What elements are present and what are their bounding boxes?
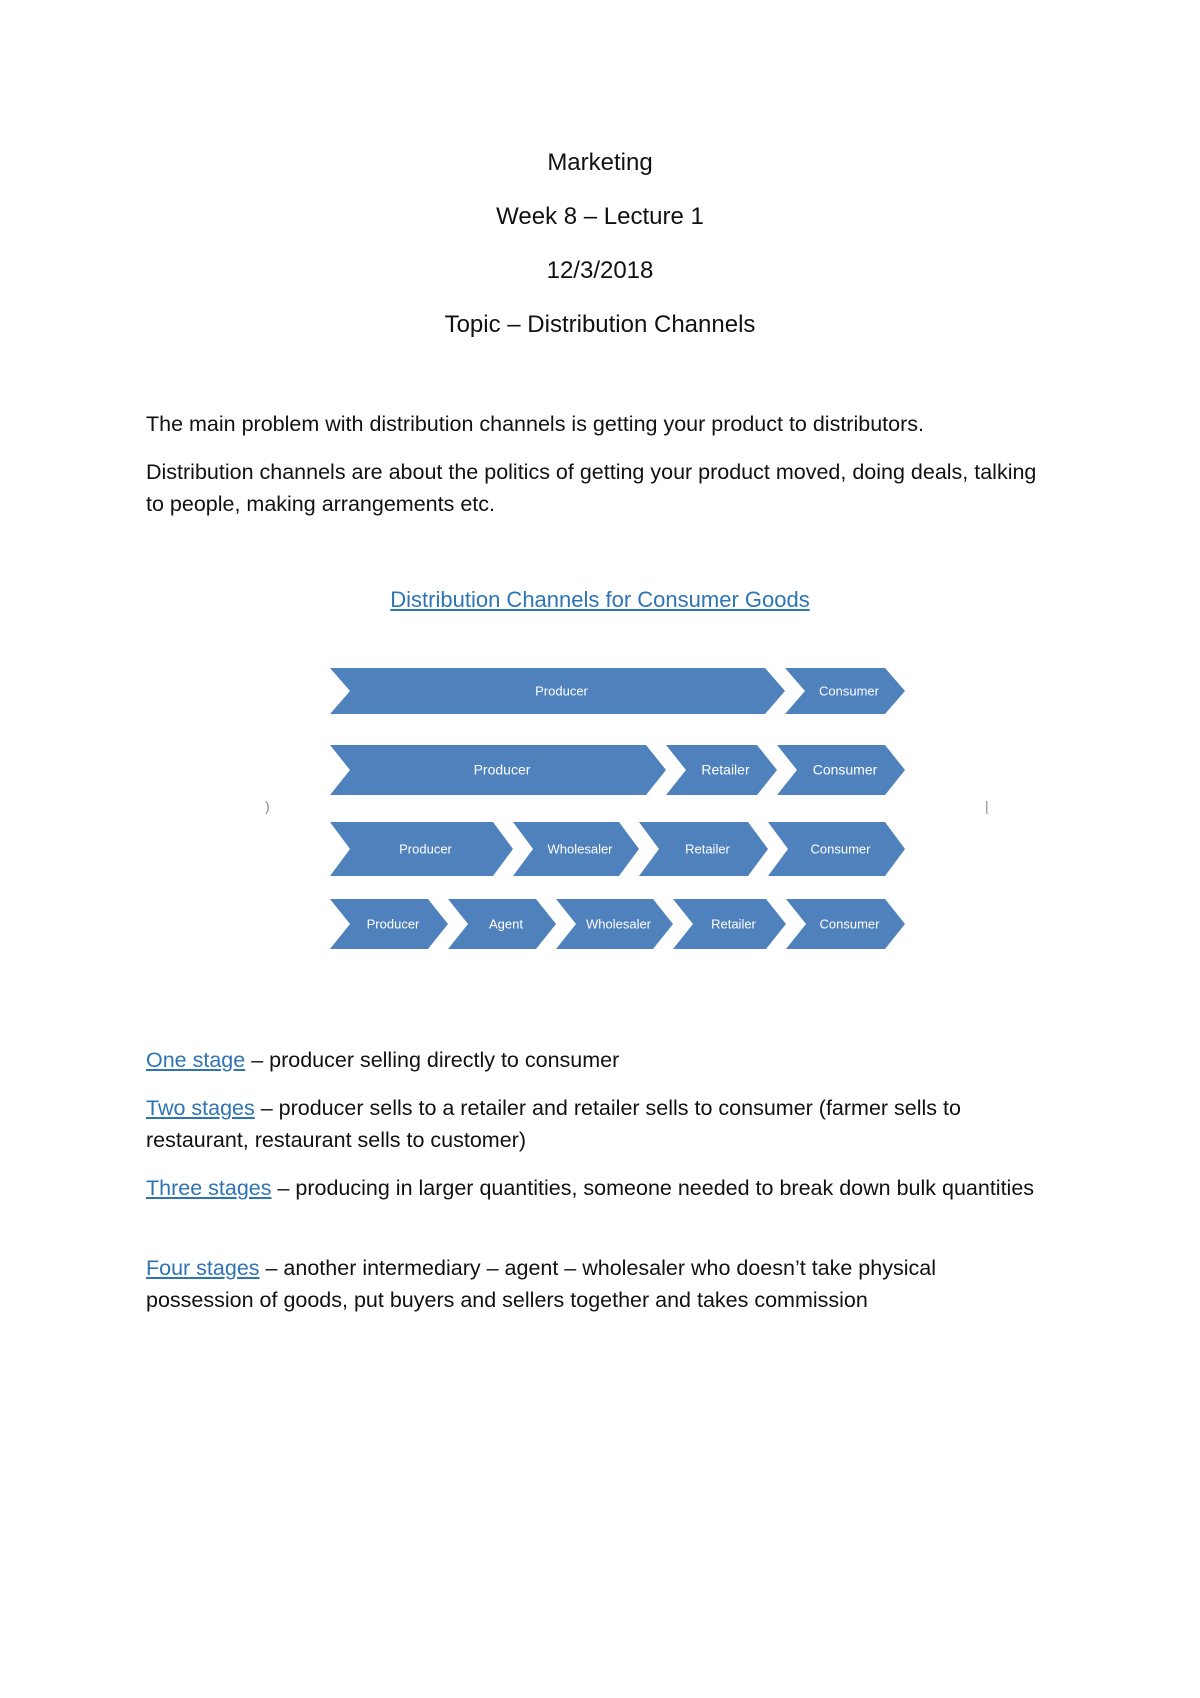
stage-three-desc: – producing in larger quantities, someone needed to break down bulk quantities: [271, 1176, 1035, 1200]
stage-one-desc: – producer selling directly to consumer: [245, 1048, 620, 1072]
topic-heading: Topic – Distribution Channels: [444, 311, 756, 338]
date-heading: 12/3/2018: [546, 257, 654, 284]
chevron-label-retailer: Retailer: [711, 916, 756, 932]
lecture-heading: Week 8 – Lecture 1: [496, 203, 704, 230]
stray-mark-left: ): [265, 798, 270, 814]
intro-paragraph-2: Distribution channels are about the politics of getting your product moved, doing deals, talking to people, making arrangements etc.: [146, 460, 1037, 516]
stage-one-term: One stage: [146, 1048, 246, 1072]
stage-four-desc: – another intermediary – agent – wholesaler who doesn’t take physical possession of goods, put buyers and sellers together and takes commission: [146, 1256, 936, 1312]
chevron-label-retailer: Retailer: [685, 841, 730, 857]
chevron-label-retailer: Retailer: [701, 761, 750, 778]
chevron-label-consumer: Consumer: [819, 683, 879, 699]
chevron-label-producer: Producer: [473, 761, 531, 778]
chevron-label-producer: Producer: [366, 916, 420, 932]
chevron-label-consumer: Consumer: [812, 761, 878, 778]
stage-three: [146, 1172, 1046, 1204]
chevron-label-consumer: Consumer: [819, 916, 880, 932]
chevron-label-consumer: Consumer: [810, 841, 871, 857]
diagram-title-text: Distribution Channels for Consumer Goods: [390, 587, 810, 612]
chevron-label-wholesaler: Wholesaler: [547, 841, 613, 857]
stage-three-term: Three stages: [146, 1176, 272, 1200]
stage-two: [146, 1092, 1046, 1156]
chevron-label-agent: Agent: [489, 916, 523, 932]
diagram-title: [0, 585, 1200, 615]
stage-two-desc: – producer sells to a retailer and retailer sells to consumer (farmer sells to restaurant, restaurant sells to customer): [146, 1096, 961, 1152]
distribution-channels-diagram: [330, 660, 920, 970]
stage-two-term: Two stages: [146, 1096, 255, 1120]
stray-mark-right: |: [985, 798, 989, 814]
chevron-label-producer: Producer: [399, 841, 452, 857]
stage-one: [146, 1044, 1046, 1076]
chevron-label-wholesaler: Wholesaler: [585, 916, 652, 932]
stage-four-term: Four stages: [146, 1256, 260, 1280]
intro-paragraph-1: The main problem with distribution channels is getting your product to distributors.: [146, 412, 924, 436]
subject-heading: Marketing: [547, 149, 653, 176]
stage-four: [146, 1252, 1046, 1316]
chevron-label-producer: Producer: [535, 683, 588, 699]
